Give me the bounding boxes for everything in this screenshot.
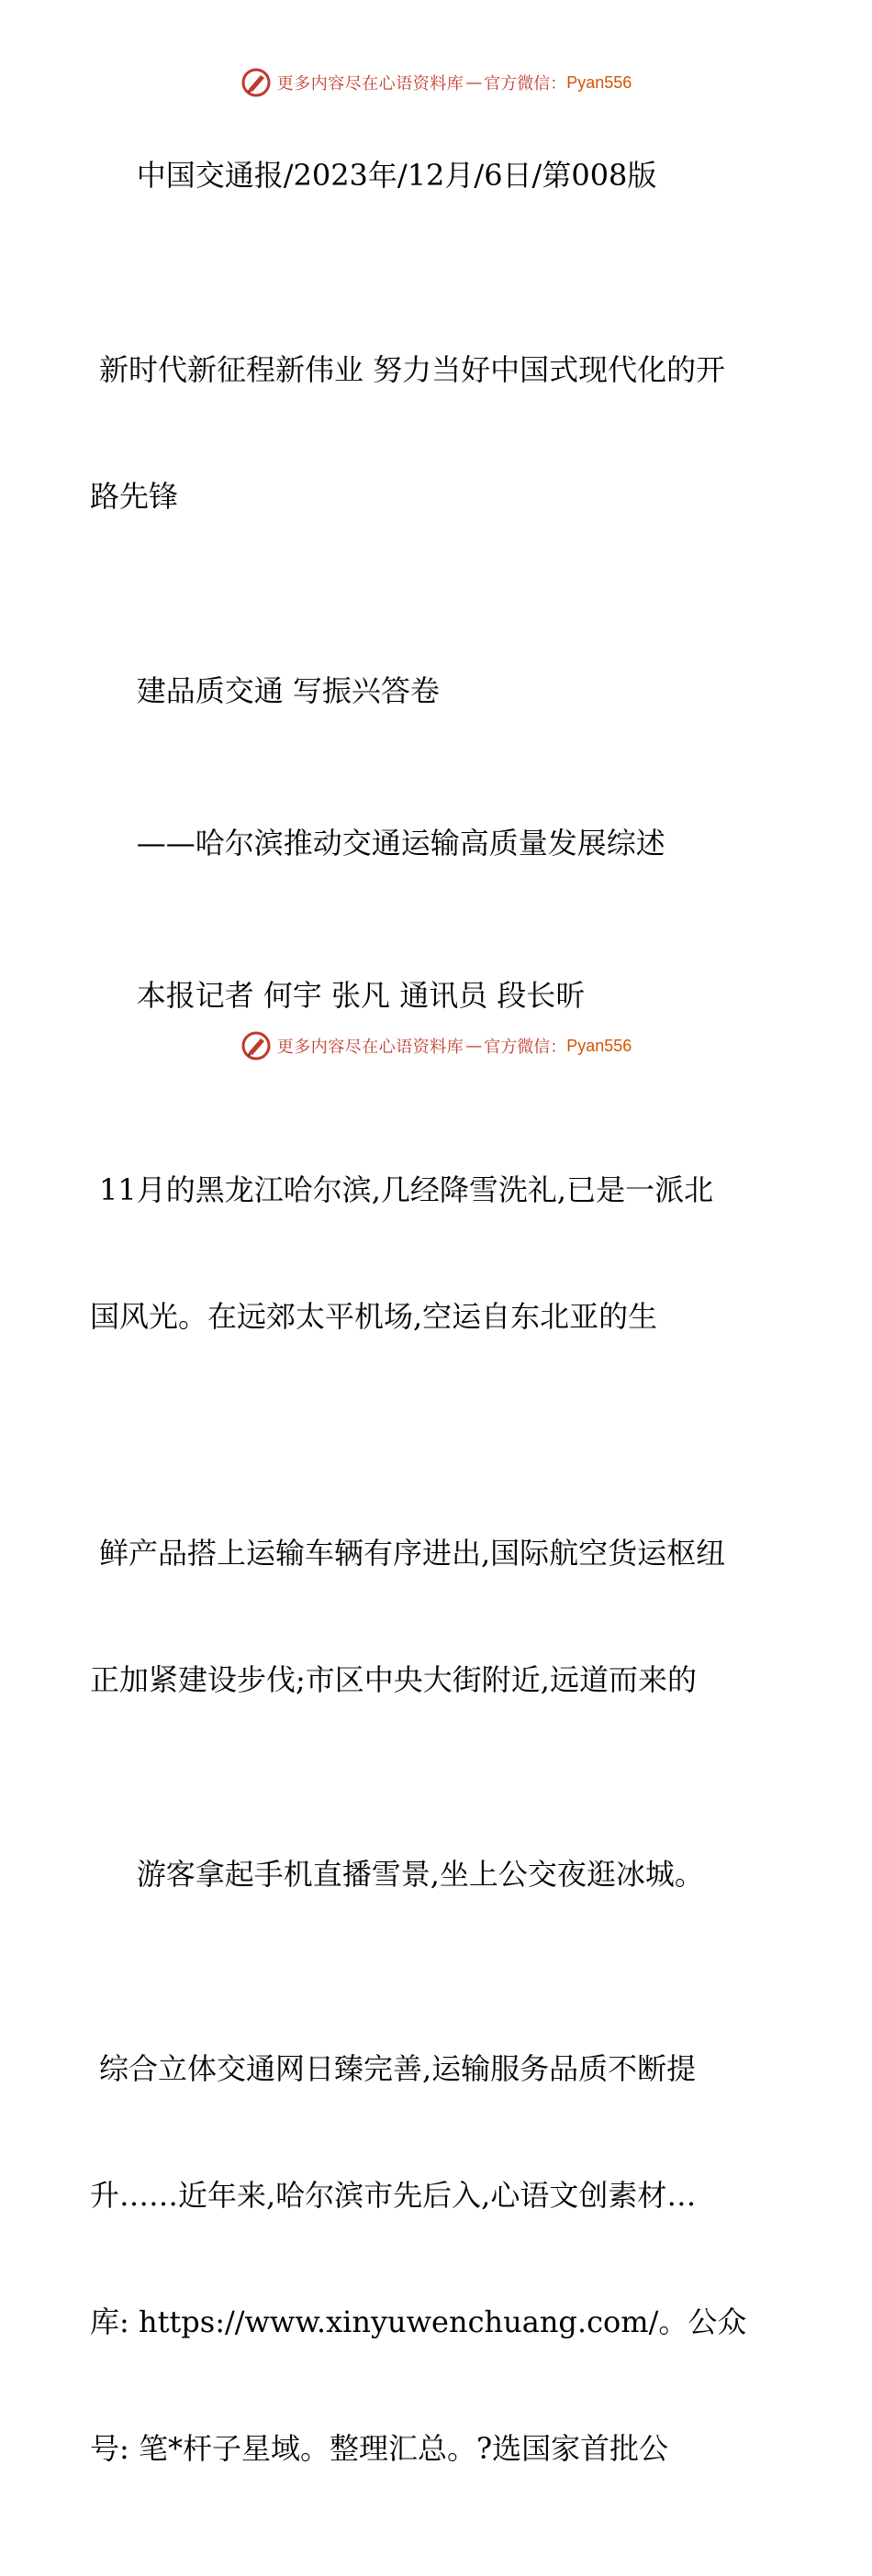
subtitle-text: ——哈尔滨推动交通运输高质量发展综述 (136, 826, 665, 861)
paragraph-4 (90, 1963, 788, 2554)
byline-text: 本报记者 何宇 张凡 通讯员 段长昕 (136, 978, 586, 1013)
paragraph-3 (90, 1811, 788, 1938)
paragraph-4-line-3: 库: https://www.xinyuwenchuang.com/。公众 (90, 2304, 747, 2339)
watermark-wechat-label: 官方微信： (484, 74, 567, 94)
paragraph-2-line-2: 正加紧建设步伐;市区中央大街附近,远道而来的 (90, 1662, 697, 1697)
watermark-separator: — (465, 72, 483, 93)
watermark-text: 更多内容尽在心语资料库 (276, 1038, 464, 1057)
paragraph-1-line-1: 11月的黑龙江哈尔滨,几经降雪洗礼,已是一派北 (99, 1172, 714, 1207)
watermark-wechat-id: Pyan556 (566, 72, 632, 92)
pen-logo-icon (240, 67, 272, 98)
watermark-wechat-id: Pyan556 (566, 1036, 632, 1055)
article-body (90, 112, 788, 2576)
headline-line-2: 路先锋 (90, 479, 179, 514)
watermark-wechat-label: 官方微信： (484, 1038, 567, 1057)
article-subtitle (90, 780, 788, 906)
watermark-footer (0, 1027, 872, 1064)
article-title (90, 627, 788, 754)
headline-line-1: 新时代新征程新伟业 努力当好中国式现代化的开 (99, 352, 726, 387)
article-source (90, 112, 788, 239)
title-text: 建品质交通 写振兴答卷 (136, 673, 440, 708)
paragraph-1-line-2: 国风光。在远郊太平机场,空运自东北亚的生 (90, 1299, 658, 1334)
paragraph-4-line-1: 综合立体交通网日臻完善,运输服务品质不断提 (99, 2051, 697, 2086)
source-line: 中国交通报/2023年/12月/6日/第008版 (136, 158, 657, 193)
paragraph-2-line-1: 鲜产品搭上运输车辆有序进出,国际航空货运枢纽 (99, 1536, 726, 1571)
pen-logo-icon (240, 1030, 272, 1061)
watermark-header (0, 64, 872, 101)
paragraph-4-line-4: 号: 笔*杆子星域。整理汇总。?选国家首批公 (90, 2431, 669, 2466)
paragraph-1 (90, 1084, 788, 1422)
paragraph-3-line-1: 游客拿起手机直播雪景,坐上公交夜逛冰城。 (136, 1857, 704, 1892)
watermark-separator: — (465, 1036, 483, 1056)
watermark-text: 更多内容尽在心语资料库 (276, 74, 464, 94)
paragraph-4-line-2: 升……近年来,哈尔滨市先后入,心语文创素材… (90, 2178, 697, 2213)
paragraph-2 (90, 1448, 788, 1785)
article-headline (90, 264, 788, 602)
